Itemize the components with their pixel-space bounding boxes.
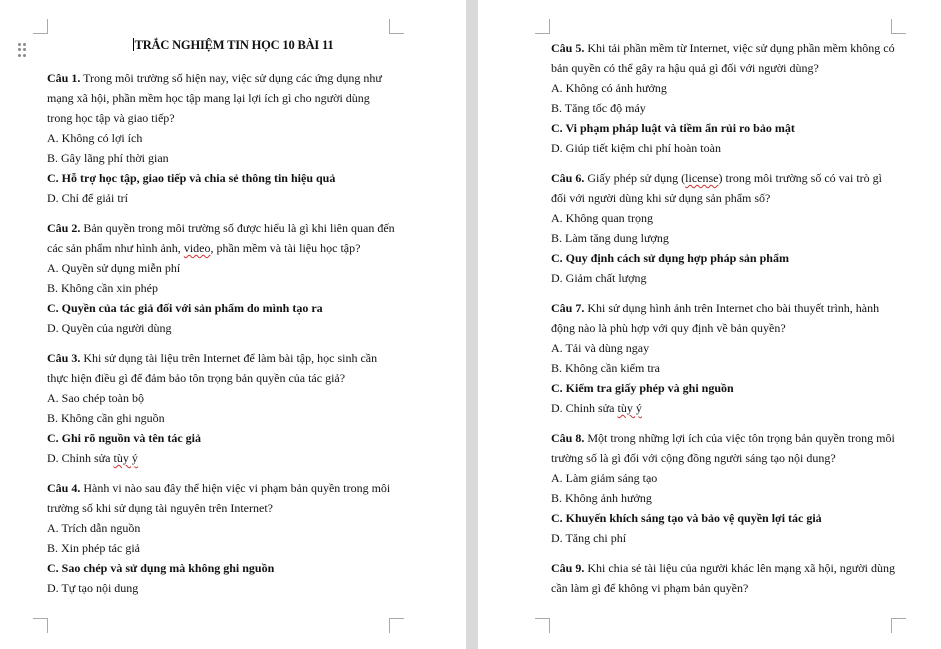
- option-text: A. Quyền sử dụng miễn phí: [47, 261, 181, 275]
- question-number: Câu 7.: [551, 301, 585, 315]
- answer-option[interactable]: [551, 78, 899, 98]
- spellcheck-flagged-word[interactable]: tùy ý: [113, 451, 138, 465]
- page-corner-mark: [389, 618, 404, 633]
- option-text: C. Hỗ trợ học tập, giao tiếp và chia sẻ thông tin hiệu quả: [47, 171, 336, 185]
- question-text[interactable]: [551, 38, 899, 78]
- answer-option-correct[interactable]: [551, 118, 899, 138]
- option-text: C. Quyền của tác giả đối với sản phẩm do mình tạo ra: [47, 301, 323, 315]
- answer-option[interactable]: [47, 388, 397, 408]
- question-block: [551, 168, 899, 288]
- question-block: [551, 428, 899, 548]
- question-number: Câu 9.: [551, 561, 585, 575]
- option-text: D. Tăng chi phí: [551, 531, 627, 545]
- option-text: D. Chỉnh sửa: [47, 451, 114, 465]
- answer-option[interactable]: [47, 258, 397, 278]
- answer-option-correct[interactable]: [47, 298, 397, 318]
- answer-option-correct[interactable]: [47, 558, 397, 578]
- answer-option[interactable]: [47, 518, 397, 538]
- option-text: D. Tự tạo nội dung: [47, 581, 139, 595]
- page-corner-mark: [535, 19, 550, 34]
- page-corner-mark: [33, 19, 48, 34]
- option-text: D. Giảm chất lượng: [551, 271, 647, 285]
- question-body: Khi sử dụng hình ảnh trên Internet cho bài thuyết trình, hành động nào là phù hợp với quy định về bản quyền?: [551, 301, 880, 335]
- spellcheck-flagged-word[interactable]: license: [685, 171, 719, 185]
- answer-option[interactable]: [47, 448, 397, 468]
- option-text: C. Quy định cách sử dụng hợp pháp sản phẩm: [551, 251, 789, 265]
- option-text: A. Sao chép toàn bộ: [47, 391, 144, 405]
- answer-option[interactable]: [551, 468, 899, 488]
- option-text: D. Chỉ để giải trí: [47, 191, 128, 205]
- question-number: Câu 1.: [47, 71, 81, 85]
- answer-option[interactable]: [551, 528, 899, 548]
- question-body: Khi tải phần mềm từ Internet, việc sử dụng phần mềm không có bản quyền có thể gây ra hậu quả gì đối với người dùng?: [551, 41, 895, 75]
- answer-option[interactable]: [47, 318, 397, 338]
- answer-option-correct[interactable]: [551, 508, 899, 528]
- option-text: C. Vi phạm pháp luật và tiềm ẩn rủi ro bảo mật: [551, 121, 795, 135]
- question-body: Khi chia sẻ tài liệu của người khác lên mạng xã hội, người dùng cần làm gì để không vi phạm bản quyền?: [551, 561, 895, 595]
- question-number: Câu 4.: [47, 481, 81, 495]
- answer-option[interactable]: [47, 538, 397, 558]
- answer-option[interactable]: [551, 138, 899, 158]
- question-text[interactable]: [47, 478, 397, 518]
- page-corner-mark: [535, 618, 550, 633]
- answer-option[interactable]: [551, 338, 899, 358]
- spellcheck-flagged-word[interactable]: video: [183, 241, 211, 255]
- question-number: Câu 5.: [551, 41, 585, 55]
- answer-option[interactable]: [47, 148, 397, 168]
- question-text[interactable]: [551, 428, 899, 468]
- question-body: Bản quyền trong môi trường số được hiểu là gì khi liên quan đến các sản phẩm như hình ảnh,: [47, 221, 395, 255]
- answer-option[interactable]: [551, 228, 899, 248]
- page-corner-mark: [891, 19, 906, 34]
- option-text: C. Kiểm tra giấy phép và ghi nguồn: [551, 381, 734, 395]
- option-text: A. Tải và dùng ngay: [551, 341, 650, 355]
- answer-option[interactable]: [551, 488, 899, 508]
- option-text: A. Trích dẫn nguồn: [47, 521, 141, 535]
- question-body: Trong môi trường số hiện nay, việc sử dụng các ứng dụng như mạng xã hội, phần mềm học tập mang lại lợi ích gì cho người dùng trong học tập và giao tiếp?: [47, 71, 382, 125]
- question-text[interactable]: [47, 218, 397, 258]
- answer-option-correct[interactable]: [47, 428, 397, 448]
- option-text: B. Không cần xin phép: [47, 281, 158, 295]
- option-text: B. Không ảnh hưởng: [551, 491, 652, 505]
- option-text: C. Khuyến khích sáng tạo và bảo vệ quyền lợi tác giả: [551, 511, 822, 525]
- spellcheck-flagged-word[interactable]: tùy ý: [617, 401, 642, 415]
- option-text: B. Tăng tốc độ máy: [551, 101, 646, 115]
- right-column: [551, 38, 899, 608]
- answer-option-correct[interactable]: [551, 248, 899, 268]
- document-page-left[interactable]: [0, 0, 466, 649]
- answer-option[interactable]: [551, 208, 899, 228]
- answer-option-correct[interactable]: [551, 378, 899, 398]
- question-text[interactable]: [551, 298, 899, 338]
- option-text: B. Làm tăng dung lượng: [551, 231, 669, 245]
- option-text: A. Không có lợi ích: [47, 131, 143, 145]
- question-body: ) trong môi trường số có vai trò gì đối với người dùng khi sử dụng sản phẩm số?: [551, 171, 882, 205]
- question-body: Khi sử dụng tài liệu trên Internet để làm bài tập, học sinh cần thực hiện điều gì để đảm bảo tôn trọng bản quyền của tác giả?: [47, 351, 378, 385]
- question-number: Câu 2.: [47, 221, 81, 235]
- answer-option[interactable]: [551, 398, 899, 418]
- answer-option-correct[interactable]: [47, 168, 397, 188]
- question-text[interactable]: [551, 168, 899, 208]
- question-number: Câu 6.: [551, 171, 585, 185]
- answer-option[interactable]: [551, 268, 899, 288]
- question-body: Hành vi nào sau đây thể hiện việc vi phạm bản quyền trong môi trường số khi sử dụng tài nguyên trên Internet?: [47, 481, 391, 515]
- text-cursor: [133, 38, 134, 51]
- option-text: B. Không cần kiểm tra: [551, 361, 660, 375]
- option-text: A. Làm giảm sáng tạo: [551, 471, 658, 485]
- question-number: Câu 3.: [47, 351, 81, 365]
- page-corner-mark: [389, 19, 404, 34]
- answer-option[interactable]: [551, 98, 899, 118]
- option-text: A. Không có ảnh hưởng: [551, 81, 667, 95]
- answer-option[interactable]: [47, 128, 397, 148]
- answer-option[interactable]: [47, 578, 397, 598]
- option-text: D. Giúp tiết kiệm chi phí hoàn toàn: [551, 141, 721, 155]
- option-text: A. Không quan trọng: [551, 211, 653, 225]
- question-block: [551, 298, 899, 418]
- option-text: C. Ghi rõ nguồn và tên tác giả: [47, 431, 202, 445]
- option-text: D. Quyền của người dùng: [47, 321, 172, 335]
- question-text[interactable]: [47, 348, 397, 388]
- answer-option[interactable]: [47, 278, 397, 298]
- answer-option[interactable]: [47, 188, 397, 208]
- question-text[interactable]: [47, 68, 397, 128]
- document-title[interactable]: TRẮC NGHIỆM TIN HỌC 10 BÀI 11: [134, 38, 334, 52]
- option-text: B. Không cần ghi nguồn: [47, 411, 165, 425]
- question-body: , phần mềm và tài liệu học tập?: [210, 241, 361, 255]
- option-text: D. Chỉnh sửa: [551, 401, 618, 415]
- answer-option[interactable]: [551, 358, 899, 378]
- page-corner-mark: [33, 618, 48, 633]
- question-text[interactable]: [551, 558, 899, 598]
- question-body: Một trong những lợi ích của việc tôn trọng bản quyền trong môi trường số là gì đối với cộng đồng người sáng tạo nội dung?: [551, 431, 895, 465]
- question-block: [47, 218, 397, 338]
- page-gap: [466, 0, 478, 649]
- option-text: C. Sao chép và sử dụng mà không ghi nguồn: [47, 561, 275, 575]
- answer-option[interactable]: [47, 408, 397, 428]
- question-block: [47, 478, 397, 598]
- question-block: [551, 558, 899, 598]
- left-column: [47, 68, 397, 608]
- question-number: Câu 8.: [551, 431, 585, 445]
- option-text: B. Gây lãng phí thời gian: [47, 151, 169, 165]
- question-body: Giấy phép sử dụng (: [587, 171, 686, 185]
- page-corner-mark: [891, 618, 906, 633]
- option-text: B. Xin phép tác giả: [47, 541, 140, 555]
- question-block: [551, 38, 899, 158]
- question-block: [47, 348, 397, 468]
- question-block: [47, 68, 397, 208]
